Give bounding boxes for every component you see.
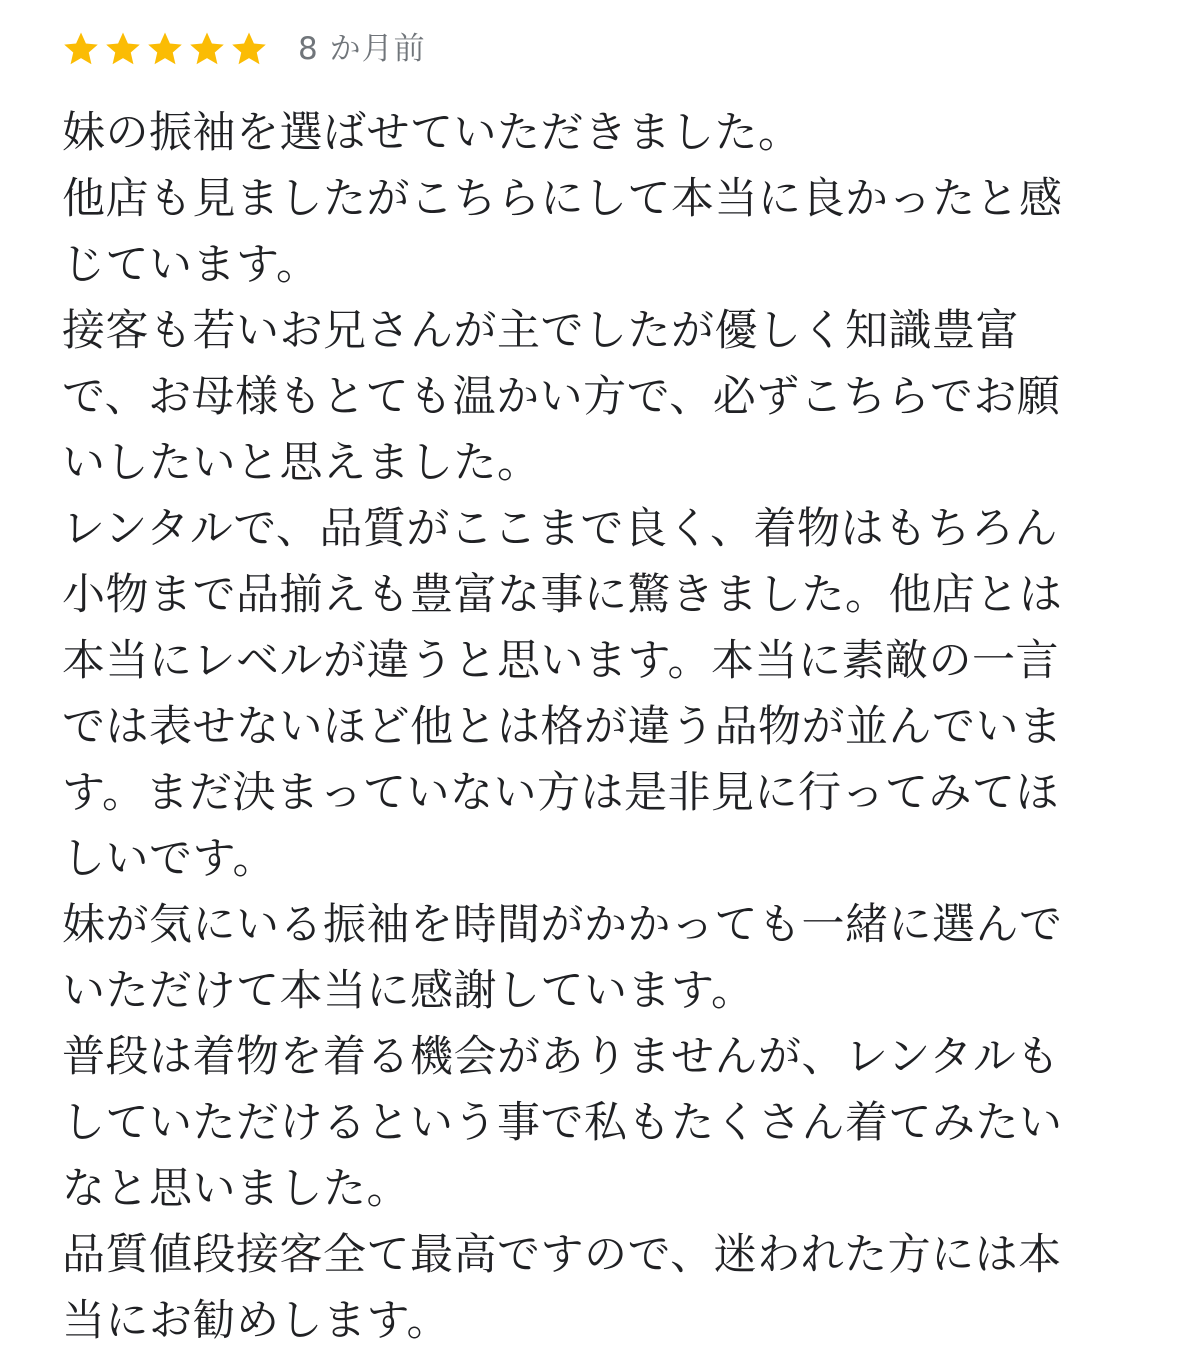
review-line: じています。 (62, 240, 320, 290)
review-line: なと思いました。 (62, 1164, 410, 1214)
star-icon (62, 30, 100, 68)
review-line: いただけて本当に感謝しています。 (62, 966, 755, 1016)
review-line: 妹が気にいる振袖を時間がかかっても一緒に選んで (62, 900, 1063, 950)
star-icon (146, 30, 184, 68)
review-line: 他店も見ましたがこちらにして本当に良かったと感 (62, 174, 1063, 224)
review-text (62, 100, 1102, 1354)
review-line: いしたいと思えました。 (62, 438, 541, 488)
star-icon (230, 30, 268, 68)
review-line: で、お母様もとても温かい方で、必ずこちらでお願 (62, 372, 1061, 422)
review-line: す。まだ決まっていない方は是非見に行ってみてほ (62, 768, 1060, 818)
review-date: 8 か月前 (298, 31, 426, 67)
review-line: 小物まで品揃えも豊富な事に驚きました。他店とは (62, 570, 1063, 620)
review-line: しいです。 (62, 834, 277, 884)
star-icon (188, 30, 226, 68)
review-line: していただけるという事で私もたくさん着てみたい (62, 1098, 1063, 1148)
star-rating (62, 30, 272, 68)
review-line: レンタルで、品質がここまで良く、着物はもちろん (62, 504, 1058, 554)
review-line: 接客も若いお兄さんが主でしたが優しく知識豊富 (62, 306, 1019, 356)
star-icon (104, 30, 142, 68)
review-line: 本当にレベルが違うと思います。本当に素敵の一言 (62, 636, 1060, 686)
review-line: 当にお勧めします。 (62, 1296, 451, 1346)
review-line: では表せないほど他とは格が違う品物が並んでいま (62, 702, 1063, 752)
review-line: 妹の振袖を選ばせていただきました。 (62, 108, 802, 158)
review-line: 品質値段接客全て最高ですので、迷われた方には本 (62, 1230, 1062, 1280)
review-header (62, 26, 426, 72)
review-line: 普段は着物を着る機会がありませんが、レンタルも (62, 1032, 1060, 1082)
